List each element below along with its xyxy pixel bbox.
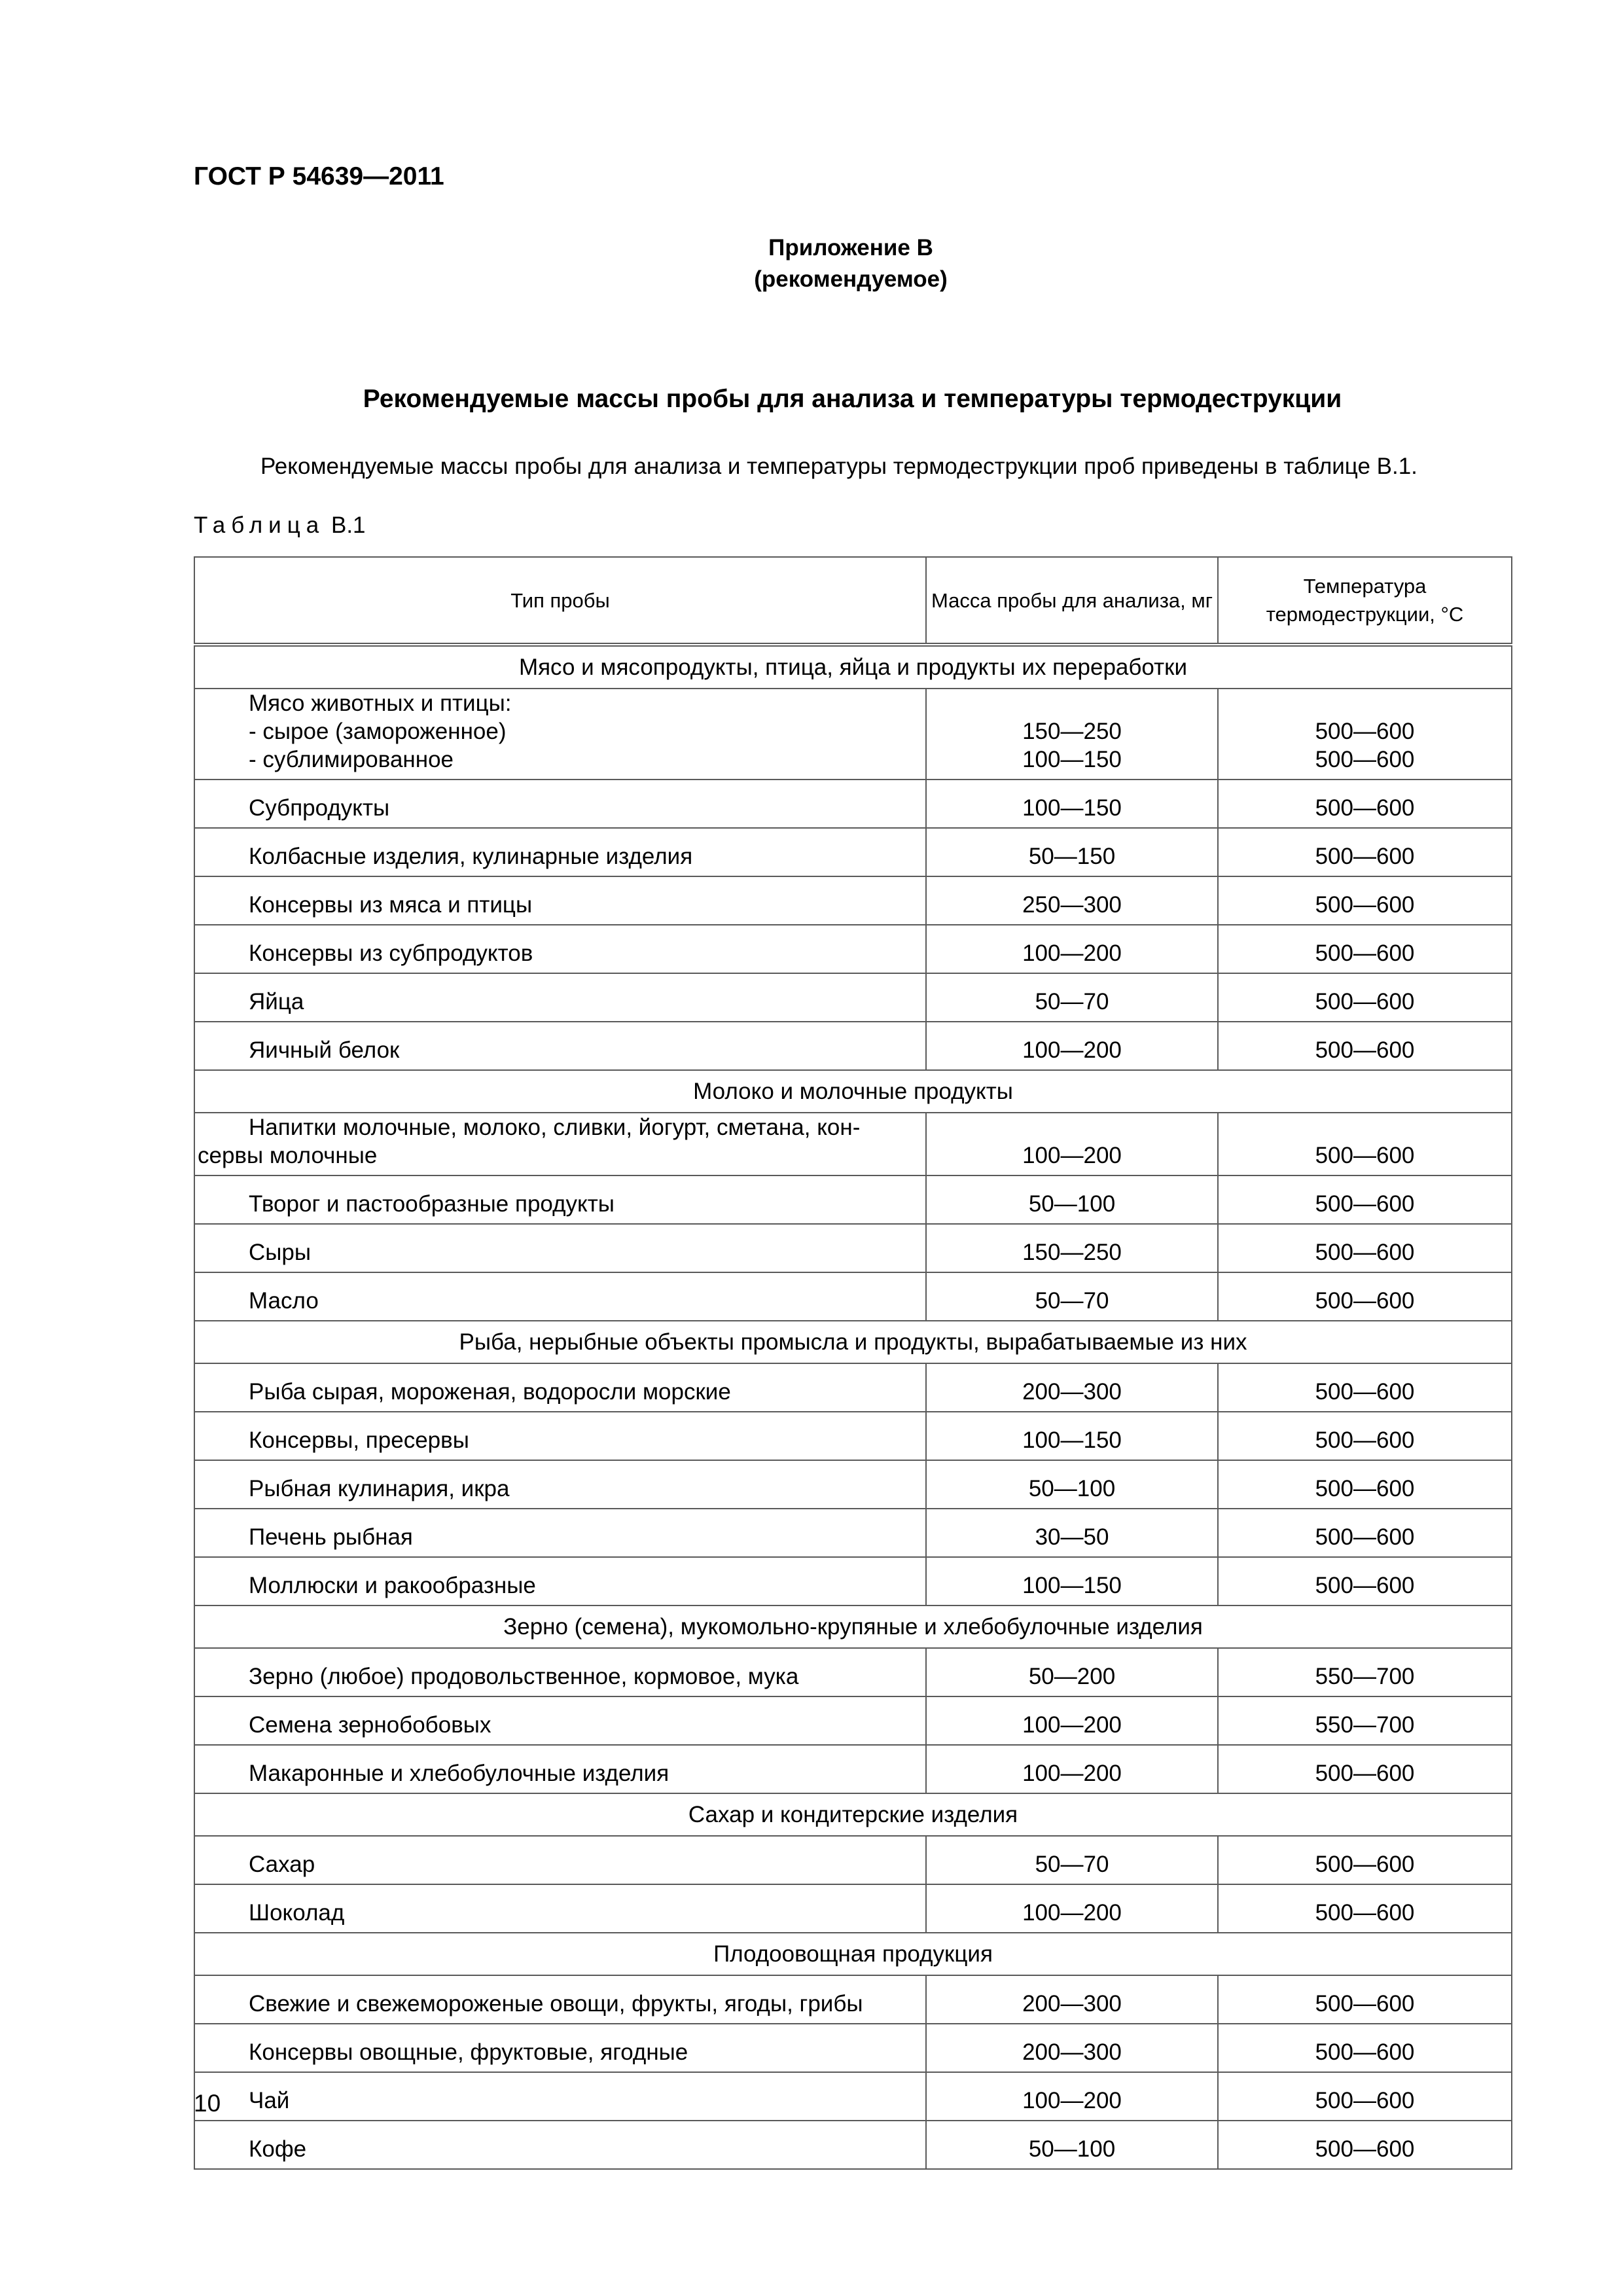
table-row — [194, 1113, 1512, 1175]
sample-type-cell: Моллюски и ракообразные — [194, 1557, 926, 1605]
sample-type-line: Мясо животных и птицы: — [249, 691, 512, 716]
temperature-cell: 500—600 — [1218, 1224, 1512, 1272]
sample-mass-line: 100—150 — [1022, 747, 1122, 772]
temperature-cell: 500—600 — [1218, 1022, 1512, 1070]
temperature-cell: 500—600 — [1218, 1509, 1512, 1557]
sample-mass-cell: 250—300 — [926, 876, 1218, 925]
table-group-row — [194, 1070, 1512, 1113]
temperature-cell: 500—600 — [1218, 1363, 1512, 1412]
temperature-line: 500—600 — [1315, 747, 1415, 772]
group-title: Мясо и мясопродукты, птица, яйца и продукты их переработки — [194, 645, 1512, 689]
temperature-line: 500—600 — [1315, 719, 1415, 744]
sample-mass-table — [194, 556, 1512, 2170]
sample-mass-cell: 100—200 — [926, 2072, 1218, 2121]
sample-type-cell: Семена зернобобовых — [194, 1696, 926, 1745]
temperature-cell: 500—600 — [1218, 1113, 1512, 1175]
table-group-row — [194, 1321, 1512, 1363]
table-row — [194, 973, 1512, 1022]
sample-type-cell — [194, 1113, 926, 1175]
table-group-row — [194, 1605, 1512, 1648]
table-caption-number: В.1 — [330, 512, 366, 538]
temperature-cell — [1218, 689, 1512, 780]
table-row — [194, 828, 1512, 876]
table-row — [194, 1509, 1512, 1557]
table-row — [194, 2024, 1512, 2072]
group-title: Сахар и кондитерские изделия — [194, 1793, 1512, 1836]
table-body — [194, 645, 1512, 2169]
table-row — [194, 1022, 1512, 1070]
sample-type-cell: Чай — [194, 2072, 926, 2121]
table-row — [194, 1412, 1512, 1460]
page-number: 10 — [194, 2090, 221, 2117]
sample-type-cell: Масло — [194, 1272, 926, 1321]
sample-mass-cell: 50—70 — [926, 973, 1218, 1022]
temperature-cell: 500—600 — [1218, 1745, 1512, 1793]
sample-type-cell: Сыры — [194, 1224, 926, 1272]
temperature-cell: 500—600 — [1218, 1836, 1512, 1884]
table-row — [194, 1648, 1512, 1696]
standard-code: ГОСТ Р 54639—2011 — [194, 162, 444, 190]
temperature-cell: 500—600 — [1218, 780, 1512, 828]
sample-mass-cell: 50—100 — [926, 2121, 1218, 2169]
sample-type-line: Напитки молочные, молоко, сливки, йогурт, сметана, кон- — [249, 1115, 861, 1140]
sample-mass-cell: 100—200 — [926, 925, 1218, 973]
temperature-cell: 500—600 — [1218, 1975, 1512, 2024]
intro-paragraph: Рекомендуемые массы пробы для анализа и температуры термодеструкции проб приведены в таблице В.1. — [260, 454, 1418, 479]
sample-mass-cell: 50—100 — [926, 1175, 1218, 1224]
table-row — [194, 2121, 1512, 2169]
temperature-cell: 500—600 — [1218, 925, 1512, 973]
sample-mass-cell: 100—150 — [926, 1557, 1218, 1605]
group-title: Молоко и молочные продукты — [194, 1070, 1512, 1113]
sample-mass-cell: 100—200 — [926, 1113, 1218, 1175]
sample-type-cell: Шоколад — [194, 1884, 926, 1933]
sample-mass-cell: 200—300 — [926, 1363, 1218, 1412]
sample-type-cell: Колбасные изделия, кулинарные изделия — [194, 828, 926, 876]
temperature-cell: 500—600 — [1218, 2024, 1512, 2072]
temperature-line — [1219, 689, 1511, 717]
sample-type-line: - сублимированное — [249, 747, 454, 772]
sample-type-cell — [194, 689, 926, 780]
sample-type-cell: Консервы из мяса и птицы — [194, 876, 926, 925]
sample-mass-cell: 100—200 — [926, 1884, 1218, 1933]
group-title: Зерно (семена), мукомольно-крупяные и хлебобулочные изделия — [194, 1605, 1512, 1648]
table-row — [194, 1696, 1512, 1745]
sample-type-cell: Яйца — [194, 973, 926, 1022]
sample-type-cell: Яичный белок — [194, 1022, 926, 1070]
table-row — [194, 1460, 1512, 1509]
sample-mass-cell: 100—150 — [926, 780, 1218, 828]
sample-type-cell: Свежие и свежемороженые овощи, фрукты, ягоды, грибы — [194, 1975, 926, 2024]
header-sample-mass: Масса пробы для анализа, мг — [926, 557, 1218, 645]
sample-mass-cell: 150—250 — [926, 1224, 1218, 1272]
sample-mass-cell: 50—200 — [926, 1648, 1218, 1696]
table-group-row — [194, 1793, 1512, 1836]
sample-mass-cell: 100—200 — [926, 1022, 1218, 1070]
temperature-cell: 500—600 — [1218, 1175, 1512, 1224]
sample-type-cell: Рыба сырая, мороженая, водоросли морские — [194, 1363, 926, 1412]
table-row — [194, 1975, 1512, 2024]
table-row — [194, 1836, 1512, 1884]
table-row — [194, 1745, 1512, 1793]
sample-type-cell: Консервы из субпродуктов — [194, 925, 926, 973]
section-title: Рекомендуемые массы пробы для анализа и температуры термодеструкции — [363, 385, 1342, 413]
header-sample-type: Тип пробы — [194, 557, 926, 645]
sample-mass-cell: 200—300 — [926, 2024, 1218, 2072]
table-row — [194, 1224, 1512, 1272]
sample-type-cell: Кофе — [194, 2121, 926, 2169]
temperature-cell: 550—700 — [1218, 1696, 1512, 1745]
table-header-row — [194, 557, 1512, 645]
table-row — [194, 1272, 1512, 1321]
temperature-cell: 500—600 — [1218, 1460, 1512, 1509]
sample-type-cell: Творог и пастообразные продукты — [194, 1175, 926, 1224]
temperature-cell: 500—600 — [1218, 2072, 1512, 2121]
table-row — [194, 689, 1512, 780]
table-row — [194, 925, 1512, 973]
sample-mass-line: 150—250 — [1022, 719, 1122, 744]
temperature-cell: 500—600 — [1218, 2121, 1512, 2169]
sample-type-cell: Консервы, пресервы — [194, 1412, 926, 1460]
header-temperature: Температура термодеструкции, °С — [1218, 557, 1512, 645]
table-row — [194, 1884, 1512, 1933]
sample-mass-cell: 50—100 — [926, 1460, 1218, 1509]
sample-mass-cell: 200—300 — [926, 1975, 1218, 2024]
table-row — [194, 1175, 1512, 1224]
table-row — [194, 1363, 1512, 1412]
annex-status: (рекомендуемое) — [754, 266, 948, 292]
sample-mass-cell: 100—150 — [926, 1412, 1218, 1460]
temperature-cell: 500—600 — [1218, 1884, 1512, 1933]
table-row — [194, 1557, 1512, 1605]
table-caption-word: Таблица — [194, 512, 325, 538]
temperature-cell: 550—700 — [1218, 1648, 1512, 1696]
sample-type-line: сервы молочные — [198, 1143, 378, 1168]
table-caption — [194, 512, 366, 539]
sample-type-cell: Рыбная кулинария, икра — [194, 1460, 926, 1509]
table-group-row — [194, 1933, 1512, 1975]
sample-mass-cell: 50—70 — [926, 1836, 1218, 1884]
temperature-cell: 500—600 — [1218, 828, 1512, 876]
table-row — [194, 2072, 1512, 2121]
sample-mass-cell: 50—70 — [926, 1272, 1218, 1321]
sample-type-cell: Консервы овощные, фруктовые, ягодные — [194, 2024, 926, 2072]
sample-mass-cell: 30—50 — [926, 1509, 1218, 1557]
table-row — [194, 780, 1512, 828]
sample-mass-line — [927, 689, 1217, 717]
sample-mass-cell — [926, 689, 1218, 780]
table-row — [194, 876, 1512, 925]
group-title: Плодоовощная продукция — [194, 1933, 1512, 1975]
temperature-cell: 500—600 — [1218, 1272, 1512, 1321]
annex-heading — [0, 232, 1623, 295]
sample-type-cell: Макаронные и хлебобулочные изделия — [194, 1745, 926, 1793]
temperature-cell: 500—600 — [1218, 1412, 1512, 1460]
sample-type-cell: Субпродукты — [194, 780, 926, 828]
temperature-cell: 500—600 — [1218, 876, 1512, 925]
sample-mass-cell: 50—150 — [926, 828, 1218, 876]
sample-type-line: - сырое (замороженное) — [249, 719, 507, 744]
sample-mass-cell: 100—200 — [926, 1696, 1218, 1745]
group-title: Рыба, нерыбные объекты промысла и продукты, вырабатываемые из них — [194, 1321, 1512, 1363]
sample-type-cell: Печень рыбная — [194, 1509, 926, 1557]
table-group-row — [194, 645, 1512, 689]
annex-title: Приложение В — [768, 235, 933, 260]
temperature-cell: 500—600 — [1218, 973, 1512, 1022]
temperature-cell: 500—600 — [1218, 1557, 1512, 1605]
sample-type-cell: Сахар — [194, 1836, 926, 1884]
sample-type-cell: Зерно (любое) продовольственное, кормовое, мука — [194, 1648, 926, 1696]
sample-mass-cell: 100—200 — [926, 1745, 1218, 1793]
